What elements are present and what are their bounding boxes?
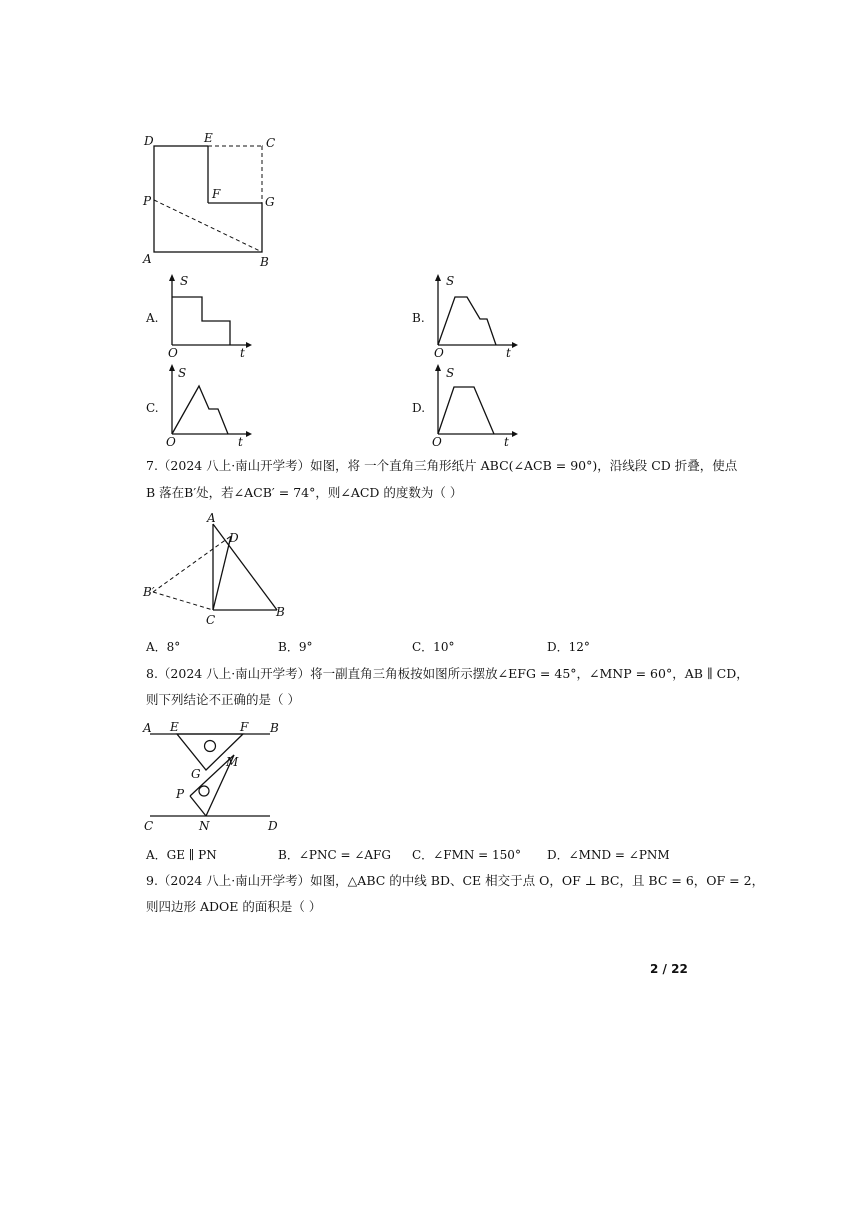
q7-figure: [140, 512, 300, 632]
label-E: E: [204, 131, 213, 145]
label-B: B: [260, 255, 269, 269]
q7-option-d[interactable]: D．12°: [547, 640, 590, 654]
graph-option-a: [166, 273, 256, 363]
label-D: D: [268, 819, 278, 833]
label-F: F: [212, 187, 221, 201]
label-G: G: [265, 195, 275, 209]
q7-option-a[interactable]: A．8°: [146, 640, 181, 654]
label-E: E: [170, 720, 179, 734]
q7-text-line1: 7.（2024 八上·南山开学考）如图，将 一个直角三角形纸片 ABC(∠ACB = 90°)，沿线段 CD 折叠，使点: [146, 458, 738, 473]
axis-o: O: [432, 435, 442, 449]
q8-figure: [140, 718, 290, 838]
label-G: G: [191, 767, 201, 781]
axis-s: S: [446, 274, 455, 288]
graph-option-d: [432, 363, 522, 453]
label-C: C: [206, 613, 216, 627]
label-A: A: [207, 511, 216, 525]
label-P: P: [143, 194, 152, 208]
graph-option-c: [166, 363, 256, 453]
axis-s: S: [178, 366, 187, 380]
label-F: F: [240, 720, 249, 734]
square-figure: [140, 130, 280, 270]
q8-option-a[interactable]: A．GE ∥ PN: [146, 848, 217, 862]
q8-option-b[interactable]: B．∠PNC = ∠AFG: [278, 848, 391, 862]
q8-text-line1: 8.（2024 八上·南山开学考）将一副直角三角板按如图所示摆放∠EFG = 45°，∠MNP = 60°，AB ∥ CD，: [146, 666, 749, 681]
option-letter-b: B.: [412, 311, 425, 325]
q8-option-c[interactable]: C．∠FMN = 150°: [412, 848, 521, 862]
q9-text-line2: 则四边形 ADOE 的面积是（ ）: [146, 899, 322, 914]
q7-option-c[interactable]: C．10°: [412, 640, 455, 654]
label-B: B: [276, 605, 285, 619]
q9-text-line1: 9.（2024 八上·南山开学考）如图，△ABC 的中线 BD、CE 相交于点 O，OF ⊥ BC，且 BC = 6，OF = 2，: [146, 873, 765, 888]
page-number: 2 / 22: [650, 962, 688, 976]
label-C: C: [144, 819, 154, 833]
label-M: M: [226, 755, 239, 769]
axis-t: t: [240, 346, 245, 360]
label-B: B: [270, 721, 279, 735]
label-B-prime: B′: [143, 585, 155, 599]
axis-t: t: [238, 435, 243, 449]
axis-t: t: [506, 346, 511, 360]
label-P: P: [176, 787, 185, 801]
axis-o: O: [166, 435, 176, 449]
label-C: C: [266, 136, 276, 150]
q7-option-b[interactable]: B．9°: [278, 640, 313, 654]
label-A: A: [143, 252, 152, 266]
axis-o: O: [434, 346, 444, 360]
axis-s: S: [180, 274, 189, 288]
axis-o: O: [168, 346, 178, 360]
label-A: A: [143, 721, 152, 735]
q7-text-line2: B 落在B′处，若∠ACB′ = 74°，则∠ACD 的度数为（ ）: [146, 485, 463, 500]
option-letter-a: A.: [146, 311, 159, 325]
q8-option-d[interactable]: D．∠MND = ∠PNM: [547, 848, 670, 862]
q8-text-line2: 则下列结论不正确的是（ ）: [146, 692, 300, 707]
label-D: D: [229, 531, 239, 545]
axis-s: S: [446, 366, 455, 380]
option-letter-d: D.: [412, 401, 426, 415]
graph-option-b: [432, 273, 522, 363]
axis-t: t: [504, 435, 509, 449]
label-N: N: [199, 819, 210, 833]
option-letter-c: C.: [146, 401, 159, 415]
label-D: D: [144, 134, 154, 148]
